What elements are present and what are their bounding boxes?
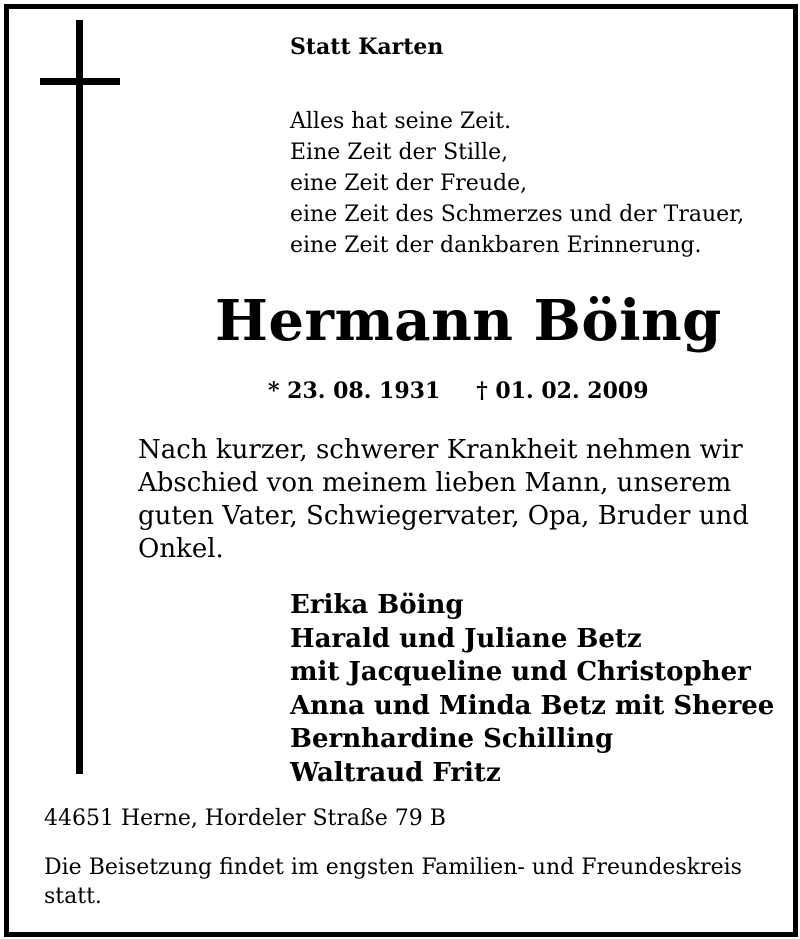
poem-line: eine Zeit der Freude, bbox=[290, 171, 528, 196]
poem bbox=[290, 106, 744, 261]
poem-line: eine Zeit des Schmerzes und der Trauer, bbox=[290, 202, 745, 227]
message-line: Onkel. bbox=[138, 534, 224, 564]
message-line: Abschied von meinem lieben Mann, unserem bbox=[138, 468, 732, 498]
deceased-name: Hermann Böing bbox=[215, 288, 722, 354]
address: 44651 Herne, Hordeler Straße 79 B bbox=[44, 806, 446, 831]
birth-date: * 23. 08. 1931 bbox=[268, 378, 441, 404]
funeral-line: statt. bbox=[44, 884, 102, 909]
notice-heading: Statt Karten bbox=[290, 34, 444, 60]
mourner: Bernhardine Schilling bbox=[290, 724, 614, 754]
cross-icon-bar bbox=[40, 78, 120, 85]
mourners-list bbox=[290, 589, 774, 790]
mourner: Anna und Minda Betz mit Sheree bbox=[290, 690, 775, 721]
mourner: Erika Böing bbox=[290, 590, 464, 620]
poem-line: Eine Zeit der Stille, bbox=[290, 140, 509, 165]
mourner: Harald und Juliane Betz bbox=[290, 623, 642, 654]
funeral-line: Die Beisetzung findet im engsten Familien- und Freundeskreis bbox=[44, 855, 742, 880]
life-dates bbox=[268, 378, 649, 404]
poem-line: Alles hat seine Zeit. bbox=[290, 109, 512, 134]
mourner: mit Jacqueline und Christopher bbox=[290, 657, 751, 687]
obituary-message bbox=[138, 434, 749, 566]
cross-icon bbox=[76, 20, 83, 774]
funeral-note bbox=[44, 853, 742, 911]
message-line: guten Vater, Schwiegervater, Opa, Bruder und bbox=[138, 501, 749, 531]
death-date: † 01. 02. 2009 bbox=[476, 378, 649, 404]
mourner: Waltraud Fritz bbox=[290, 757, 501, 788]
poem-line: eine Zeit der dankbaren Erinnerung. bbox=[290, 233, 702, 258]
message-line: Nach kurzer, schwerer Krankheit nehmen wir bbox=[138, 435, 743, 465]
